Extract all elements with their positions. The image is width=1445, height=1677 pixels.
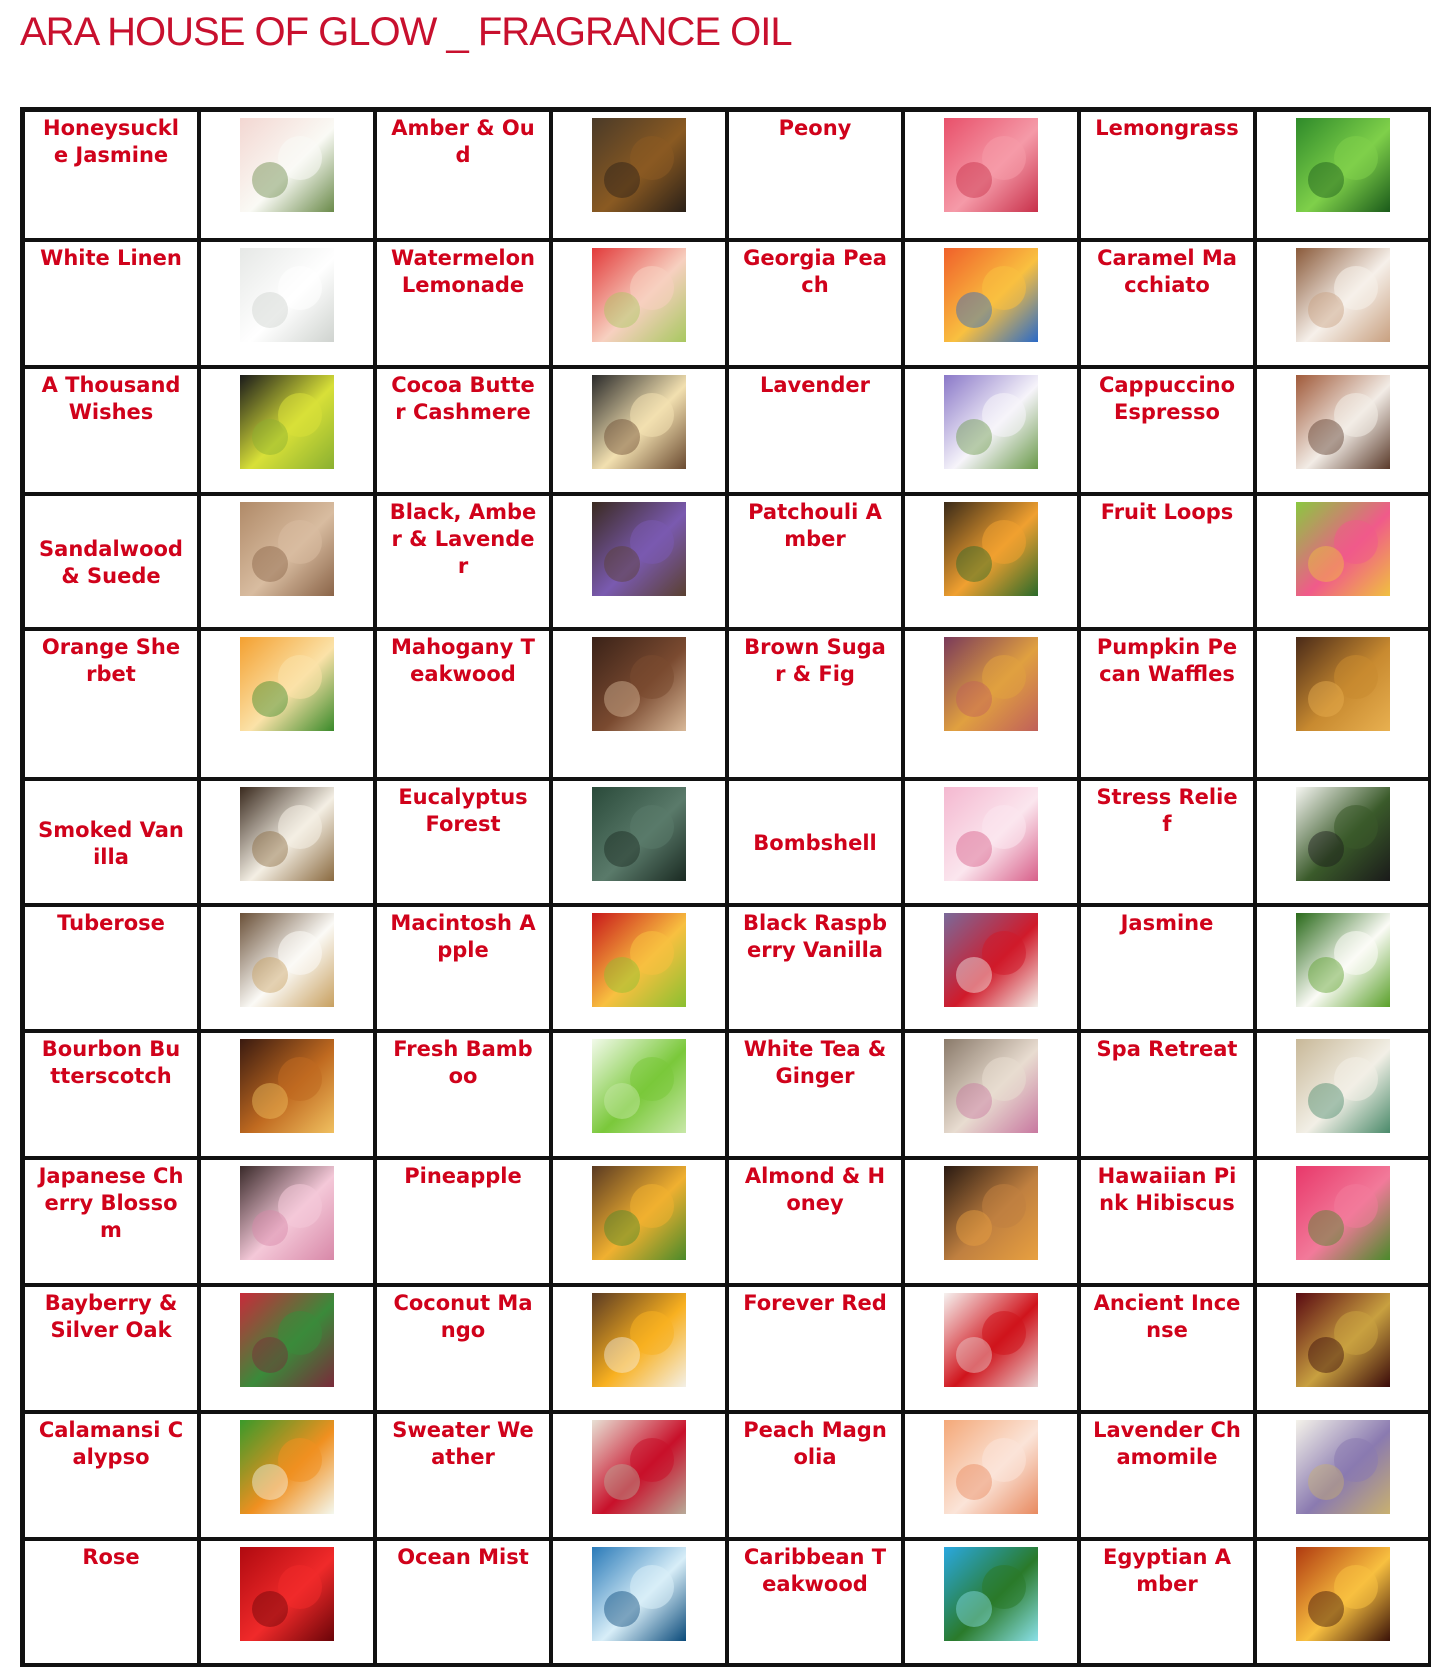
fragrance-name-cell xyxy=(23,1285,199,1412)
fragrance-image-cell xyxy=(551,1412,727,1539)
fragrance-name: Hawaiian Pink Hibiscus xyxy=(1097,1164,1237,1215)
fragrance-image-cell xyxy=(551,1031,727,1158)
fragrance-image-cell xyxy=(199,240,375,367)
fragrance-image-cell xyxy=(903,367,1079,494)
fragrance-image-cell xyxy=(551,905,727,1031)
fragrance-name: Cappuccino Espresso xyxy=(1098,373,1236,424)
fragrance-name: Mahogany Teakwood xyxy=(391,635,535,686)
bayberries-bowls-photo xyxy=(240,1293,334,1387)
fragrance-name-cell xyxy=(1079,494,1255,629)
fragrance-image-cell xyxy=(903,240,1079,367)
fragrance-name: Lemongrass xyxy=(1095,116,1239,140)
fragrance-name: Peony xyxy=(778,116,852,140)
pink-hibiscus-photo xyxy=(1296,1166,1390,1260)
fragrance-name-cell xyxy=(727,629,903,779)
fragrance-name: Stress Relief xyxy=(1096,785,1238,836)
fragrance-image-cell xyxy=(903,779,1079,905)
fragrance-name: Pumpkin Pecan Waffles xyxy=(1096,635,1238,686)
pyramid-sunset-photo xyxy=(1296,1547,1390,1641)
fragrance-name-cell xyxy=(1079,1158,1255,1285)
fragrance-name-cell xyxy=(727,1031,903,1158)
fragrance-name-cell xyxy=(23,1539,199,1665)
fragrance-image-cell xyxy=(1255,240,1431,367)
fragrance-image-cell xyxy=(903,1412,1079,1539)
fragrance-image-cell xyxy=(1255,494,1431,629)
red-drink-glasses-photo xyxy=(592,248,686,342)
fragrance-image-cell xyxy=(1255,779,1431,905)
green-leaves-photo xyxy=(1296,118,1390,212)
fragrance-name-cell xyxy=(1079,1539,1255,1665)
fragrance-name-cell xyxy=(727,110,903,240)
fragrance-name: Macintosh Apple xyxy=(390,911,536,962)
fragrance-image-cell xyxy=(903,494,1079,629)
fragrance-name: Forever Red xyxy=(743,1291,887,1315)
fragrance-name-cell xyxy=(23,1412,199,1539)
fragrance-name-cell xyxy=(1079,110,1255,240)
coffee-cream-cup-photo xyxy=(1296,248,1390,342)
fragrance-name-cell xyxy=(727,494,903,629)
fragrance-name: Ancient Incense xyxy=(1093,1291,1241,1342)
fragrance-name: Caramel Macchiato xyxy=(1097,246,1237,297)
fragrance-image-cell xyxy=(903,110,1079,240)
white-fabric-photo xyxy=(240,248,334,342)
fragrance-name-cell xyxy=(23,110,199,240)
fragrance-name-cell xyxy=(375,240,551,367)
fragrance-name-cell xyxy=(727,779,903,905)
fragrance-name: Bombshell xyxy=(753,831,877,855)
calamansi-limes-photo xyxy=(240,1420,334,1514)
fragrance-name-cell xyxy=(375,1412,551,1539)
fragrance-image-cell xyxy=(199,494,375,629)
fragrance-image-cell xyxy=(903,1031,1079,1158)
fragrance-name: Honeysuckle Jasmine xyxy=(43,116,179,167)
fragrance-image-cell xyxy=(199,905,375,1031)
figs-sugar-photo xyxy=(944,637,1038,731)
coffee-cups-photo xyxy=(1296,375,1390,469)
fragrance-name: Brown Sugar & Fig xyxy=(744,635,886,686)
bamboo-water-photo xyxy=(592,1039,686,1133)
fragrance-name: Black, Amber & Lavender xyxy=(389,500,537,578)
fragrance-image-cell xyxy=(1255,1158,1431,1285)
fragrance-image-cell xyxy=(551,367,727,494)
fragrance-name-cell xyxy=(727,367,903,494)
fragrance-name: Bayberry & Silver Oak xyxy=(44,1291,178,1342)
fragrance-image-cell xyxy=(1255,1412,1431,1539)
ocean-wave-photo xyxy=(592,1547,686,1641)
jasmine-flowers-photo xyxy=(1296,913,1390,1007)
white-tuberose-photo xyxy=(240,913,334,1007)
fragrance-name-cell xyxy=(375,110,551,240)
fragrance-name: Watermelon Lemonade xyxy=(391,246,535,297)
fragrance-image-cell xyxy=(551,494,727,629)
bourbon-glass-photo xyxy=(240,1039,334,1133)
fragrance-name-cell xyxy=(375,629,551,779)
fragrance-table xyxy=(20,107,1431,1667)
fragrance-name-cell xyxy=(375,1031,551,1158)
fragrance-name: Georgia Peach xyxy=(743,246,887,297)
fragrance-image-cell xyxy=(903,1539,1079,1665)
fragrance-image-cell xyxy=(199,1412,375,1539)
fragrance-image-cell xyxy=(551,1158,727,1285)
fragrance-name-cell xyxy=(1079,905,1255,1031)
fragrance-image-cell xyxy=(1255,1539,1431,1665)
fragrance-image-cell xyxy=(199,779,375,905)
fragrance-name-cell xyxy=(375,905,551,1031)
fragrance-name: Bourbon Butterscotch xyxy=(41,1037,181,1088)
red-apples-photo xyxy=(592,913,686,1007)
fragrance-image-cell xyxy=(199,367,375,494)
fragrance-name-cell xyxy=(727,240,903,367)
candle-stones-photo xyxy=(944,502,1038,596)
fragrance-name-cell xyxy=(23,1031,199,1158)
tropical-beach-photo xyxy=(944,1547,1038,1641)
fragrance-name-cell xyxy=(1079,629,1255,779)
fragrance-image-cell xyxy=(903,905,1079,1031)
rose-jasmine-flowers-photo xyxy=(240,118,334,212)
fragrance-image-cell xyxy=(199,1539,375,1665)
fragrance-image-cell xyxy=(551,240,727,367)
fragrance-name-cell xyxy=(23,1158,199,1285)
fragrance-name: Almond & Honey xyxy=(744,1164,886,1215)
fragrance-name-cell xyxy=(375,367,551,494)
fragrance-name-cell xyxy=(375,779,551,905)
fragrance-image-cell xyxy=(903,629,1079,779)
pink-gift-photo xyxy=(944,787,1038,881)
fragrance-image-cell xyxy=(551,779,727,905)
fragrance-image-cell xyxy=(199,110,375,240)
fragrance-name-cell xyxy=(375,1539,551,1665)
fragrance-name: Pineapple xyxy=(404,1164,522,1188)
fragrance-name: Coconut Mango xyxy=(393,1291,533,1342)
fragrance-name-cell xyxy=(23,367,199,494)
fragrance-name-cell xyxy=(1079,1285,1255,1412)
fragrance-name: Black Raspberry Vanilla xyxy=(742,911,887,962)
fragrance-name-cell xyxy=(1079,1412,1255,1539)
fragrance-image-cell xyxy=(1255,1285,1431,1412)
fragrance-name-cell xyxy=(23,494,199,629)
fragrance-name: Caribbean Teakwood xyxy=(743,1545,887,1596)
fragrance-name: A Thousand Wishes xyxy=(41,373,181,424)
pink-peony-photo xyxy=(944,118,1038,212)
pineapples-photo xyxy=(592,1166,686,1260)
fragrance-name: Lavender xyxy=(759,373,871,397)
fragrance-name: Fruit Loops xyxy=(1100,500,1234,524)
cereal-bowl-photo xyxy=(1296,502,1390,596)
coconut-mango-photo xyxy=(592,1293,686,1387)
spa-pool-photo xyxy=(1296,1039,1390,1133)
fragrance-image-cell xyxy=(199,629,375,779)
fragrance-name-cell xyxy=(375,494,551,629)
fragrance-name: Spa Retreat xyxy=(1096,1037,1238,1061)
lavender-chamomile-photo xyxy=(1296,1420,1390,1514)
fragrance-name: Cocoa Butter Cashmere xyxy=(391,373,535,424)
fragrance-name-cell xyxy=(23,779,199,905)
fragrance-name-cell xyxy=(727,1285,903,1412)
fragrance-image-cell xyxy=(551,629,727,779)
fragrance-name: White Linen xyxy=(40,246,182,270)
fragrance-name-cell xyxy=(727,1539,903,1665)
fragrance-name-cell xyxy=(23,629,199,779)
fragrance-name-cell xyxy=(375,1158,551,1285)
fragrance-name: Egyptian Amber xyxy=(1102,1545,1232,1596)
fragrance-image-cell xyxy=(1255,629,1431,779)
fragrance-name-cell xyxy=(1079,1031,1255,1158)
cocoa-butter-pieces-photo xyxy=(592,375,686,469)
fragrance-image-cell xyxy=(551,1539,727,1665)
fragrance-image-cell xyxy=(551,1285,727,1412)
fragrance-image-cell xyxy=(903,1285,1079,1412)
fragrance-image-cell xyxy=(199,1158,375,1285)
fragrance-name: Sweater Weather xyxy=(392,1418,534,1469)
fragrance-name: Peach Magnolia xyxy=(743,1418,887,1469)
fragrance-image-cell xyxy=(903,1158,1079,1285)
lavender-on-wood-photo xyxy=(592,502,686,596)
fragrance-name: Jasmine xyxy=(1120,911,1214,935)
vanilla-spa-photo xyxy=(240,787,334,881)
peach-magnolia-photo xyxy=(944,1420,1038,1514)
fragrance-image-cell xyxy=(199,1031,375,1158)
fragrance-name: White Tea & Ginger xyxy=(743,1037,887,1088)
fragrance-image-cell xyxy=(199,1285,375,1412)
almonds-honey-photo xyxy=(944,1166,1038,1260)
red-accessories-photo xyxy=(944,1293,1038,1387)
amber-resin-wood-photo xyxy=(592,118,686,212)
red-rose-photo xyxy=(240,1547,334,1641)
fragrance-name-cell xyxy=(727,905,903,1031)
incense-sticks-photo xyxy=(1296,1293,1390,1387)
orange-sherbet-photo xyxy=(240,637,334,731)
fragrance-image-cell xyxy=(1255,1031,1431,1158)
fragrance-name: Eucalyptus Forest xyxy=(398,785,528,836)
page-title: ARA HOUSE OF GLOW _ FRAGRANCE OIL xyxy=(20,10,792,54)
fragrance-image-cell xyxy=(1255,367,1431,494)
spa-oil-bottle-photo xyxy=(1296,787,1390,881)
fragrance-image-cell xyxy=(1255,110,1431,240)
teapot-orchid-photo xyxy=(944,1039,1038,1133)
cherry-blossom-photo xyxy=(240,1166,334,1260)
star-fruit-photo xyxy=(240,375,334,469)
fragrance-name: Patchouli Amber xyxy=(748,500,882,551)
fragrance-name: Tuberose xyxy=(57,911,165,935)
fragrance-name: Smoked Vanilla xyxy=(38,817,184,869)
fragrance-name: Ocean Mist xyxy=(397,1545,529,1569)
fragrance-image-cell xyxy=(551,110,727,240)
fragrance-name-cell xyxy=(1079,779,1255,905)
fragrance-name: Rose xyxy=(82,1545,140,1569)
fragrance-name: Japanese Cherry Blossom xyxy=(38,1164,184,1242)
fragrance-name: Calamansi Calypso xyxy=(38,1418,184,1469)
eucalyptus-leaves-photo xyxy=(592,787,686,881)
peaches-bowl-photo xyxy=(944,248,1038,342)
berries-vanilla-photo xyxy=(944,913,1038,1007)
fragrance-name-cell xyxy=(727,1158,903,1285)
dark-wood-spa-photo xyxy=(592,637,686,731)
waffles-photo xyxy=(1296,637,1390,731)
fragrance-name: Sandalwood & Suede xyxy=(39,537,183,588)
fragrance-name: Fresh Bamboo xyxy=(393,1037,533,1088)
fragrance-name-cell xyxy=(727,1412,903,1539)
fragrance-name-cell xyxy=(1079,367,1255,494)
fragrance-name-cell xyxy=(375,1285,551,1412)
fragrance-image-cell xyxy=(1255,905,1431,1031)
lavender-sprigs-photo xyxy=(944,375,1038,469)
fragrance-name: Orange Sherbet xyxy=(41,635,181,686)
fragrance-name-cell xyxy=(1079,240,1255,367)
fragrance-name: Amber & Oud xyxy=(391,116,535,167)
fragrance-name-cell xyxy=(23,240,199,367)
fragrance-name-cell xyxy=(23,905,199,1031)
knit-heart-hands-photo xyxy=(592,1420,686,1514)
wood-slices-photo xyxy=(240,502,334,596)
fragrance-name: Lavender Chamomile xyxy=(1093,1418,1241,1469)
